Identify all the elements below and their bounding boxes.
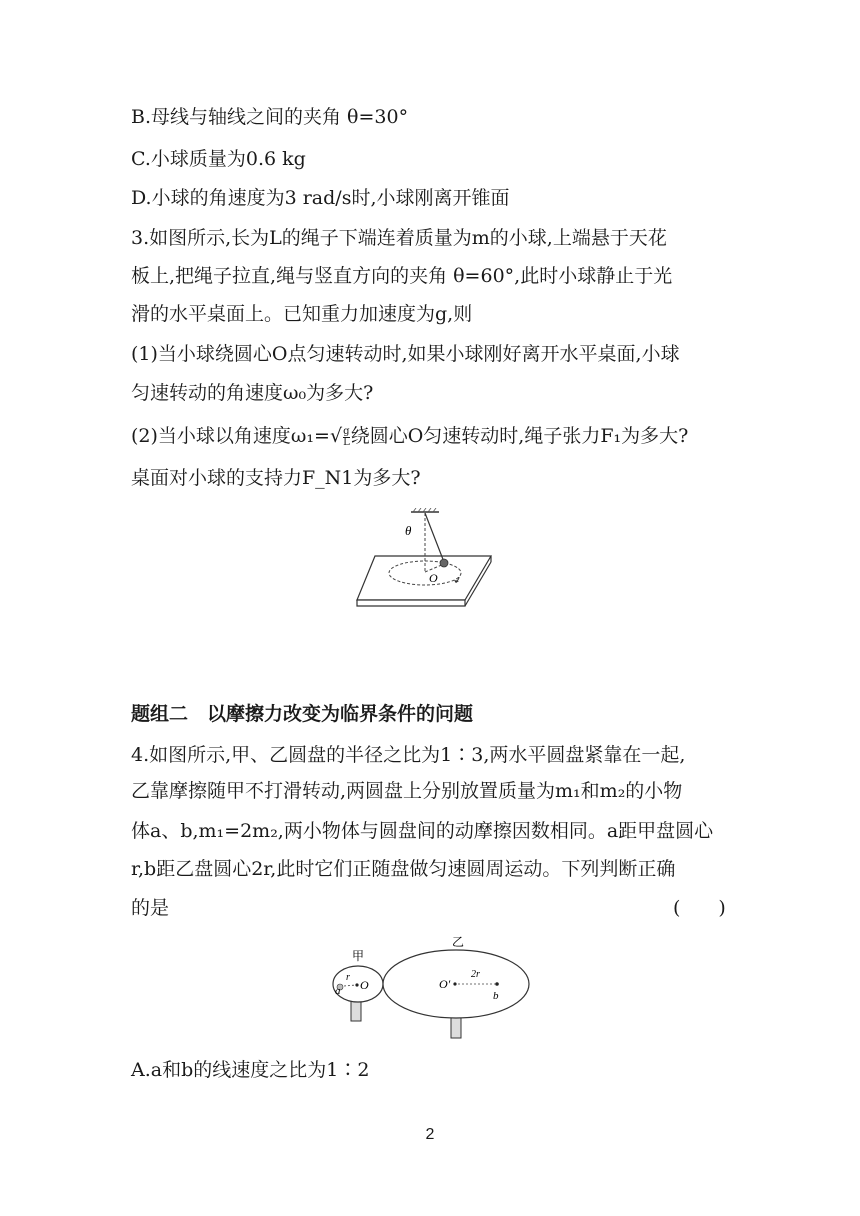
label-r: r [346,972,350,983]
disks-figure [327,928,557,1043]
line-d: D.小球的角速度为3 rad/s时,小球刚离开锥面 [131,187,510,209]
label-o-prime: O′ [439,977,451,991]
label-jia: 甲 [352,949,365,963]
q3-part1-line-2: 匀速转动的角速度ω₀为多大? [131,382,374,404]
sqrt-sign: √ [329,425,343,447]
object-b [495,982,499,986]
fraction-g-over-l [343,427,350,448]
ball [440,559,448,567]
label-b: b [493,990,499,1002]
q3-part2-line-1 [131,424,688,448]
q3-line-1: 3.如图所示,长为L的绳子下端连着质量为m的小球,上端悬于天花 [131,227,667,249]
line-b: B.母线与轴线之间的夹角 θ=30° [131,106,409,128]
page-number: 2 [425,1126,435,1143]
line-c: C.小球质量为0.6 kg [131,148,306,170]
string [425,513,444,562]
theta-label: θ [405,523,412,538]
q3-part2-line-2: 桌面对小球的支持力F_N1为多大? [131,467,421,489]
label-yi: 乙 [452,935,465,949]
section-heading: 题组二 以摩擦力改变为临界条件的问题 [131,703,474,725]
table-side [357,600,465,606]
axle-jia [351,1001,361,1021]
frac-num: g [343,425,350,437]
q4-line-4: r,b距乙盘圆心2r,此时它们正随盘做匀速圆周运动。下列判断正确 [131,858,676,880]
label-o: O [360,978,369,992]
frac-den: L [343,436,350,448]
option-a: A.a和b的线速度之比为1∶2 [131,1059,370,1081]
q4-line-5: 的是 [131,897,170,919]
q4-line-3: 体a、b,m₁=2m₂,两小物体与圆盘间的动摩擦因数相同。a距甲盘圆心 [131,820,714,842]
q3-part2-suffix: 绕圆心O匀速转动时,绳子张力F₁为多大? [350,425,689,447]
center-label: O [429,571,438,585]
answer-paren: ( ) [673,897,726,919]
label-a: a [335,985,341,997]
label-2r: 2r [471,969,480,980]
q3-line-3: 滑的水平桌面上。已知重力加速度为g,则 [131,303,473,325]
q4-line-1: 4.如图所示,甲、乙圆盘的半径之比为1∶3,两水平圆盘紧靠在一起, [131,744,686,766]
q3-part2-prefix: (2)当小球以角速度ω₁= [131,425,330,447]
q3-line-2: 板上,把绳子拉直,绳与竖直方向的夹角 θ=60°,此时小球静止于光 [131,265,673,287]
axle-yi [451,1016,461,1038]
table-top [357,556,491,600]
q4-line-2: 乙靠摩擦随甲不打滑转动,两圆盘上分别放置质量为m₁和m₂的小物 [131,780,683,802]
pendulum-figure [355,508,495,608]
q3-part1-line-1: (1)当小球绕圆心O点匀速转动时,如果小球刚好离开水平桌面,小球 [131,343,680,365]
